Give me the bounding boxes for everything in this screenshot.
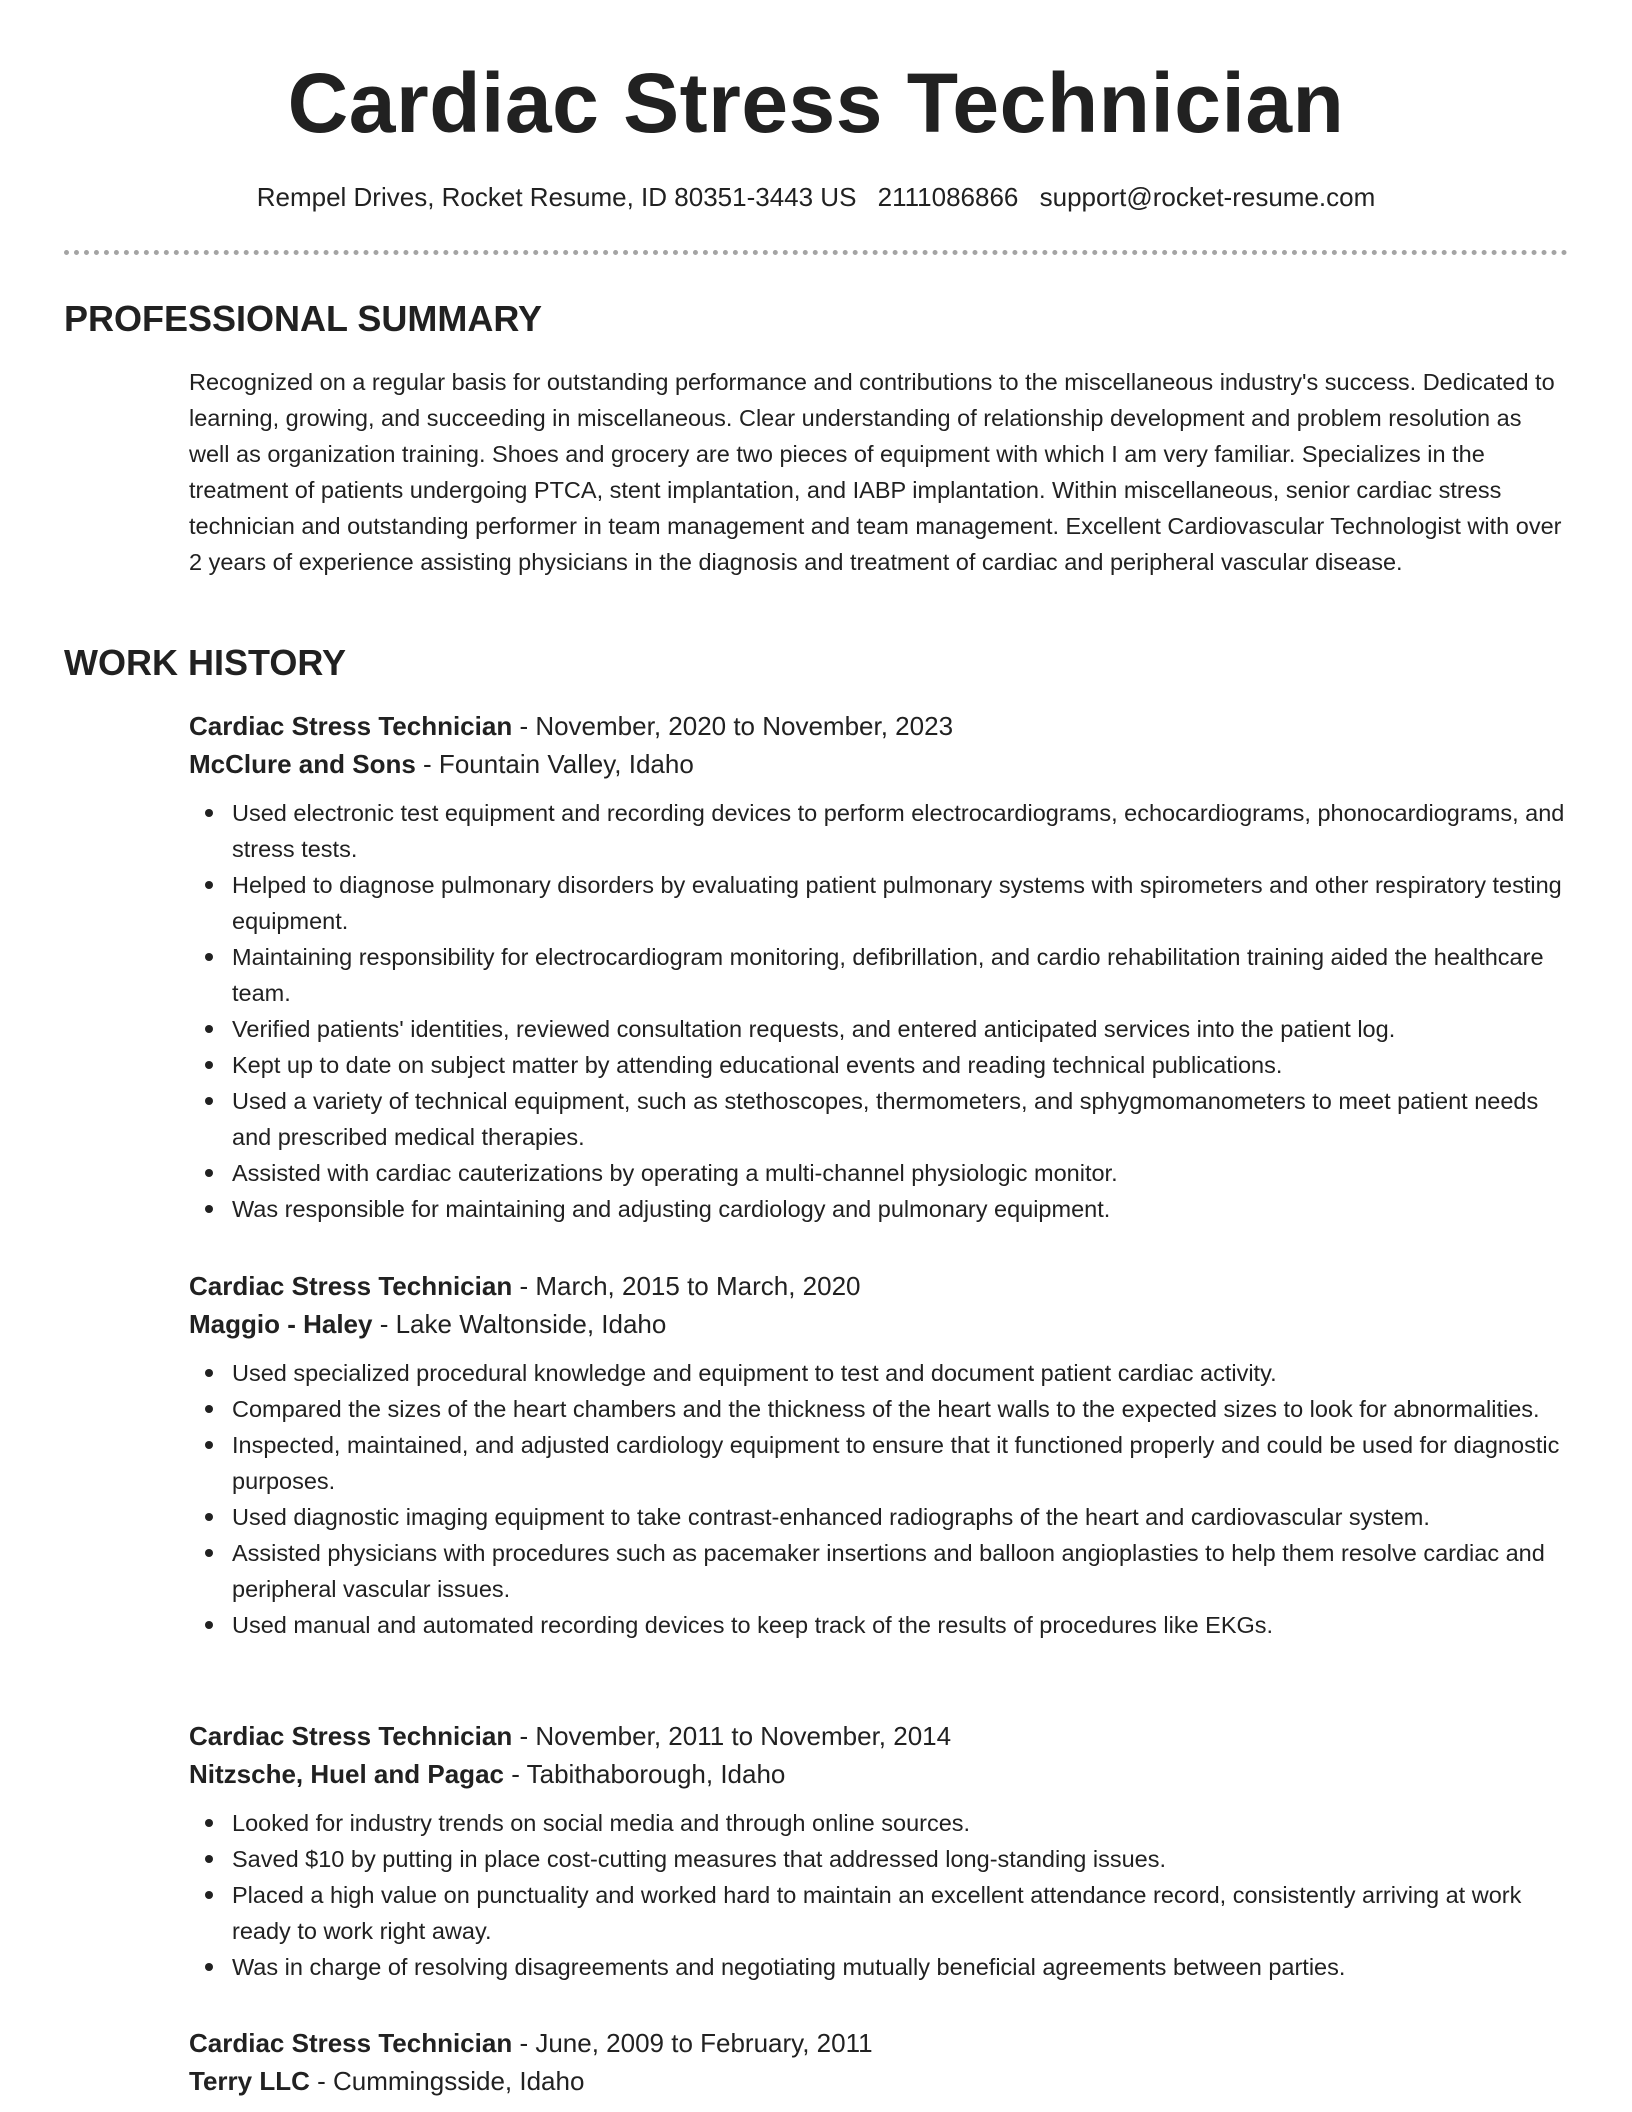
job-role: Cardiac Stress Technician: [189, 1271, 513, 1301]
job-dates: - June, 2009 to February, 2011: [512, 2028, 873, 2058]
job-bullet: Assisted physicians with procedures such as pacemaker insertions and balloon angioplasties to help them resolve cardiac and peripheral vascular issues.: [232, 1535, 1568, 1607]
job-title-line: [189, 707, 1568, 745]
job-title-line: [189, 1717, 1568, 1755]
job-company: Nitzsche, Huel and Pagac: [189, 1759, 504, 1789]
job-bullet: Maintaining responsibility for electrocardiogram monitoring, defibrillation, and cardio rehabilitation training aided the healthcare team.: [232, 939, 1568, 1011]
header-divider: [64, 250, 1568, 255]
job-company-line: [189, 1755, 1568, 1793]
summary-heading: PROFESSIONAL SUMMARY: [64, 298, 543, 339]
job-entry: [189, 707, 1568, 1227]
job-company: McClure and Sons: [189, 749, 416, 779]
job-bullets: [189, 1355, 1568, 1643]
job-dates: - March, 2015 to March, 2020: [512, 1271, 861, 1301]
work-history-heading: WORK HISTORY: [64, 642, 347, 683]
job-entry: [189, 1267, 1568, 1643]
job-bullet: Kept up to date on subject matter by attending educational events and reading technical publications.: [232, 1047, 1568, 1083]
job-bullet: Was in charge of resolving disagreements and negotiating mutually beneficial agreements between parties.: [232, 1949, 1568, 1985]
job-bullet: Compared the sizes of the heart chambers and the thickness of the heart walls to the expected sizes to look for abnormalities.: [232, 1391, 1568, 1427]
contact-email: support@rocket-resume.com: [1039, 182, 1376, 212]
job-dates: - November, 2011 to November, 2014: [512, 1721, 952, 1751]
job-role: Cardiac Stress Technician: [189, 711, 513, 741]
job-location: - Fountain Valley, Idaho: [415, 749, 694, 779]
job-bullet: Inspected, maintained, and adjusted cardiology equipment to ensure that it functioned properly and could be used for diagnostic purposes.: [232, 1427, 1568, 1499]
contact-line: [0, 180, 1632, 214]
job-bullet: Was responsible for maintaining and adjusting cardiology and pulmonary equipment.: [232, 1191, 1568, 1227]
job-company: Maggio - Haley: [189, 1309, 373, 1339]
job-role: Cardiac Stress Technician: [189, 1721, 513, 1751]
job-bullet: Used specialized procedural knowledge and equipment to test and document patient cardiac activity.: [232, 1355, 1568, 1391]
job-bullet: Used manual and automated recording devices to keep track of the results of procedures like EKGs.: [232, 1607, 1568, 1643]
job-bullet: Used a variety of technical equipment, such as stethoscopes, thermometers, and sphygmomanometers to meet patient needs and prescribed medical therapies.: [232, 1083, 1568, 1155]
job-company-line: [189, 1305, 1568, 1343]
job-bullet: Looked for industry trends on social media and through online sources.: [232, 1805, 1568, 1841]
job-company: Terry LLC: [189, 2066, 310, 2096]
job-dates: - November, 2020 to November, 2023: [512, 711, 954, 741]
job-location: - Lake Waltonside, Idaho: [372, 1309, 667, 1339]
job-bullet: Assisted with cardiac cauterizations by operating a multi-channel physiologic monitor.: [232, 1155, 1568, 1191]
job-title-line: [189, 2024, 1568, 2062]
job-bullets: [189, 1805, 1568, 1985]
job-location: - Cummingsside, Idaho: [309, 2066, 585, 2096]
contact-address: Rempel Drives, Rocket Resume, ID 80351-3443 US: [256, 182, 857, 212]
job-bullet: Saved $10 by putting in place cost-cutting measures that addressed long-standing issues.: [232, 1841, 1568, 1877]
job-title-line: [189, 1267, 1568, 1305]
resume-name: Cardiac Stress Technician: [287, 56, 1345, 150]
job-location: - Tabithaborough, Idaho: [503, 1759, 786, 1789]
job-company-line: [189, 2062, 1568, 2100]
job-bullet: Used electronic test equipment and recording devices to perform electrocardiograms, echocardiograms, phonocardiograms, and stress tests.: [232, 795, 1568, 867]
contact-phone: 2111086866: [877, 182, 1019, 212]
job-bullet: Used diagnostic imaging equipment to take contrast-enhanced radiographs of the heart and cardiovascular system.: [232, 1499, 1568, 1535]
job-company-line: [189, 745, 1568, 783]
job-bullet: Verified patients' identities, reviewed consultation requests, and entered anticipated services into the patient log.: [232, 1011, 1568, 1047]
job-entry: [189, 2024, 1568, 2100]
job-bullet: Placed a high value on punctuality and worked hard to maintain an excellent attendance record, consistently arriving at work ready to work right away.: [232, 1877, 1568, 1949]
job-role: Cardiac Stress Technician: [189, 2028, 513, 2058]
job-bullets: [189, 795, 1568, 1227]
job-entry: [189, 1717, 1568, 1985]
summary-text: Recognized on a regular basis for outstanding performance and contributions to the miscellaneous industry's success. Dedicated to learning, growing, and succeeding in miscellaneous. Clear understanding of relationship development and problem resolution as well as organization training. Shoes and grocery are two pieces of equipment with which I am very familiar. Specializes in the treatment of patients undergoing PTCA, stent implantation, and IABP implantation. Within miscellaneous, senior cardiac stress technician and outstanding performer in team management and team management. Excellent Cardiovascular Technologist with over 2 years of experience assisting physicians in the diagnosis and treatment of cardiac and peripheral vascular disease.: [189, 369, 1562, 575]
job-bullet: Helped to diagnose pulmonary disorders by evaluating patient pulmonary systems with spirometers and other respiratory testing equipment.: [232, 867, 1568, 939]
